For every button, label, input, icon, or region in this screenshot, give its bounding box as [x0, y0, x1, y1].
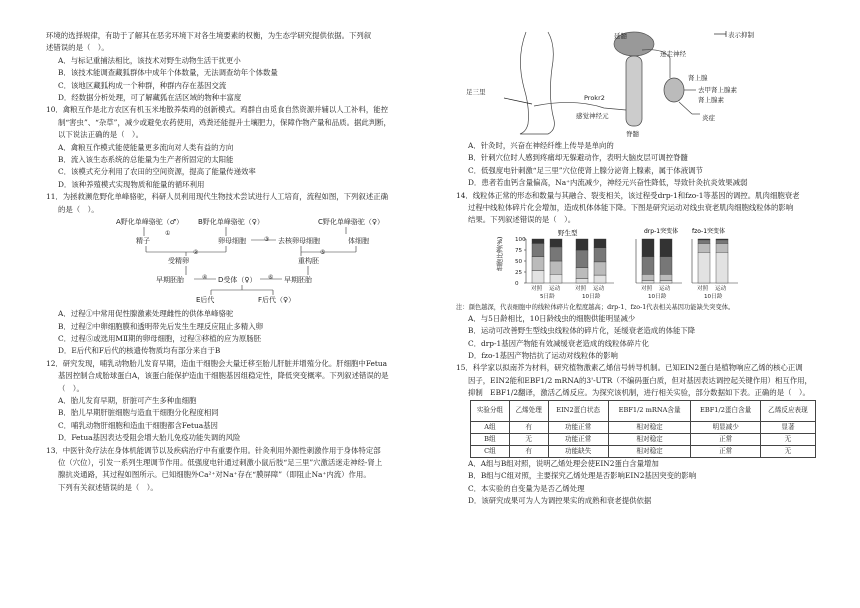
chart-bar-segment	[594, 275, 606, 283]
chart-bar-segment	[532, 256, 544, 270]
chart-bar-segment	[550, 261, 562, 274]
chart-ylabel: 细胞比例(%)	[497, 236, 504, 271]
option: A．A组与B组对照，说明乙烯处理会使EIN2蛋白含量增加	[468, 458, 659, 468]
chart-y-tick-label: 25	[515, 269, 523, 276]
q13-stem: 13．中医针灸疗法在身体机能调节以及疾病治疗中有重要作用。针灸利用外源性刺激作用于身体特定部	[46, 445, 381, 455]
step-4: ④	[202, 274, 208, 282]
chart-bar-segment	[716, 240, 728, 244]
q14-stem: 结果。下列叙述错误的是（ ）。	[468, 215, 576, 225]
option: B．过程②中卵细胞膜和透明带先后发生生理反应阻止多精入卵	[58, 321, 263, 331]
q11-stem: 11．为拯救濒危野化单峰骆驼，科研人员利用现代生物技术尝试进行人工培育，流程如图，下列叙述正确	[46, 192, 388, 202]
chart-age-label: 10日龄	[648, 293, 667, 300]
table-cell: 功能正常	[548, 421, 608, 433]
q13-stem: 腺抗炎通路，其过程如图所示。已知细胞外Ca²⁺对Na⁺存在“膜屏障”（即阻止Na⁺内流）作用。	[58, 470, 371, 480]
spinal-cord-shape	[626, 56, 642, 126]
chart-bar-segment	[698, 243, 710, 252]
adrenal-shape	[664, 78, 684, 102]
node-sperm: 精子	[136, 237, 150, 246]
chart-bar-segment	[660, 239, 672, 257]
acupuncture-pathway-figure	[464, 28, 784, 140]
label-neuron: 感觉神经元	[576, 112, 609, 120]
node-egg: 卵母细胞	[218, 237, 246, 246]
chart-y-tick-label: 100	[515, 236, 526, 243]
chart-bar-segment	[576, 267, 588, 278]
table-cell: 无	[760, 445, 815, 457]
option: B．运动可改善野生型线虫线粒体的碎片化，延缓衰老造成的体能下降	[468, 326, 696, 336]
table-cell: 无	[760, 433, 815, 445]
label-brain: 延髓	[614, 32, 627, 40]
table-header: 乙烯反应表现	[760, 400, 815, 421]
q13-stem: 位（穴位），引发一系列生理调节作用。低强度电针通过刺激小鼠后肢“足三里”穴激活迷走神经-肾上	[58, 457, 383, 467]
chart-age-label: 10日龄	[704, 293, 723, 300]
table-row	[471, 433, 816, 445]
chart-y-tick-label: 50	[515, 258, 523, 265]
chart-bar-segment	[550, 274, 562, 283]
option: D．该种养殖模式实现物质和能量的循环利用	[58, 179, 205, 189]
chart-bar-segment	[594, 248, 606, 262]
option: C．本实验的自变量为是否乙烯处理	[468, 483, 585, 493]
node-c: C野化单峰骆驼（♀）	[318, 218, 385, 227]
table-header: EBF1/2 mRNA含量	[608, 400, 691, 421]
q13-stem: 下列有关叙述错误的是（ ）。	[58, 482, 158, 492]
node-d: D受体（♀）	[218, 276, 257, 285]
table-header: EIN2蛋白状态	[548, 400, 608, 421]
label-spine: 脊髓	[626, 130, 639, 138]
q14-stem: 14．线粒体正常的形态和数量与其融合、裂变相关，该过程受drp-1和fzo-1等基因的调控。肌肉细胞衰老	[456, 190, 800, 200]
table-cell: C组	[471, 445, 510, 457]
option: B．B组与C组对照，主要探究乙烯处理是否影响EIN2基因突变的影响	[468, 471, 697, 481]
q10-stem: 以下说法正确的是（ ）。	[58, 130, 143, 140]
table-header: EBF1/2蛋白含量	[691, 400, 760, 421]
node-a: A野化单峰骆驼（♂）	[116, 218, 184, 227]
label-adrenal: 肾上腺	[688, 74, 708, 82]
table-cell: B组	[471, 433, 510, 445]
table-cell: 功能正常	[548, 433, 608, 445]
option: C．该模式充分利用了农田的空间资源，提高了能量传递效率	[58, 167, 256, 177]
chart-bar-segment	[716, 252, 728, 283]
option: B．针刺穴位时人感到疼痛却无躲避动作，表明大脑皮层可调控脊髓	[468, 153, 688, 163]
chart-x-tick-label: 运动	[715, 285, 727, 292]
chart-x-tick-label: 对照	[641, 285, 653, 292]
chart-x-tick-label: 对照	[575, 285, 587, 292]
chart-x-tick-label: 运动	[549, 285, 561, 292]
chart-age-label: 5日龄	[540, 293, 555, 300]
q15-stem: 因子，EIN2能和EBF1/2 mRNA的3'-UTR（不编码蛋白质，但对基因表达调控起关键作用）相互作用，	[468, 375, 812, 385]
intro-line: 述错误的是（ ）。	[46, 43, 109, 53]
q11-stem: 的是（ ）。	[58, 204, 99, 214]
chart-x-tick-label: 运动	[593, 285, 605, 292]
table-cell: A组	[471, 421, 510, 433]
table-cell: 正常	[691, 445, 760, 457]
camel-breeding-flow-diagram	[46, 216, 418, 308]
chart-bar-segment	[698, 239, 710, 240]
option: A．过程①中常用促性腺激素处理雌性的供体单峰骆驼	[58, 309, 234, 319]
option: A．针灸时，兴奋在神经纤维上传导是单向的	[468, 141, 614, 150]
table-header: 实验分组	[471, 400, 510, 421]
option: D．E后代和F后代的核遗传物质均有部分来自于B	[58, 346, 221, 356]
option: C．哺乳动物肝细胞和造血干细胞都含Fetua基因	[58, 420, 218, 430]
q14-stem: 过程中线粒体碎片化会增加，造成机体体能下降。下图是研究运动对线虫衰老肌肉细胞线粒体的影响	[468, 203, 794, 213]
option: D．经数据分析处理，可了解藏狐在活区域的物种丰富度	[58, 93, 242, 103]
node-fert: 受精卵	[168, 257, 189, 266]
option: C．该地区藏狐构成一个种群，种群内存在基因交流	[58, 80, 227, 90]
chart-bar-segment	[716, 243, 728, 252]
chart-bar-segment	[550, 239, 562, 247]
node-enucleated: 去核卵母细胞	[278, 237, 320, 246]
chart-bar-segment	[642, 239, 654, 257]
table-cell: 相对稳定	[608, 445, 691, 457]
q12-stem: 12．研究发现，哺乳动物胎儿发育早期，造血干细胞会大量迁移至胎儿肝脏并增殖分化。肝细胞中Fetua	[46, 358, 388, 368]
node-e: E后代	[196, 296, 215, 305]
chart-bar-segment	[698, 240, 710, 244]
chart-bar-segment	[576, 250, 588, 268]
chart-bar-segment	[716, 239, 728, 240]
label-ad: 肾上腺素	[698, 96, 724, 104]
option: A．与标记重捕法相比，该技术对野生动物生活干扰更小	[58, 55, 241, 65]
q12-stem: 基因控制合成胎球蛋白A，该蛋白能保护造血干细胞基因组稳定性，降低突变概率。下列叙述错误的是	[58, 371, 389, 381]
table-header: 乙烯处理	[509, 400, 548, 421]
intro-line: 环境的选择规律，有助于了解其在恶劣环境下对各生境要素的权衡，为生态学研究提供依据。下列叙	[46, 31, 372, 40]
step-6: ⑥	[268, 274, 274, 282]
table-cell: 显著	[760, 421, 815, 433]
table-cell: 相对稳定	[608, 433, 691, 445]
label-vagus: 迷走神经	[660, 50, 686, 58]
chart-bar-segment	[576, 239, 588, 250]
chart-bar-segment	[698, 252, 710, 283]
mitochondria-fragmentation-chart	[496, 227, 796, 303]
table-cell: 无	[509, 433, 548, 445]
chart-y-tick-label: 75	[515, 247, 523, 254]
option: B．该技术能调查藏狐群体中成年个体数量，无法调查幼年个体数量	[58, 68, 278, 78]
chart-bar-segment	[660, 274, 672, 281]
label-prokr2: Prokr2	[584, 94, 605, 102]
table-cell: 有	[509, 445, 548, 457]
sensory-neuron-path	[534, 102, 626, 110]
node-f: F后代（♀）	[258, 296, 296, 305]
chart-bar-segment	[532, 243, 544, 256]
table-row	[471, 445, 816, 457]
option: A．胎儿发育早期，肝脏可产生多种血细胞	[58, 395, 197, 405]
chart-bar-segment	[532, 239, 544, 243]
table-row	[471, 421, 816, 433]
chart-bar-segment	[532, 271, 544, 283]
needle-icon	[504, 98, 532, 104]
step-1: ①	[165, 230, 171, 238]
label-legend: 表示抑制	[728, 31, 754, 39]
option: A．与5日龄相比，10日龄线虫的细胞供能明显减少	[468, 313, 636, 323]
group-title-drp: drp-1突变体	[644, 227, 679, 235]
option: D．Fetua基因表达受阻会增大胎儿免疫功能失调的风险	[58, 433, 241, 443]
group-title-wild: 野生型	[558, 228, 578, 237]
table-cell: 有	[509, 421, 548, 433]
chart-bar-segment	[642, 256, 654, 274]
table-cell: 明显减少	[691, 421, 760, 433]
node-b: B野化单峰骆驼（♀）	[198, 218, 264, 227]
chart-bar-segment	[660, 281, 672, 283]
option: D．该研究成果可为人为调控果实的成熟和衰老提供依据	[468, 495, 652, 505]
right-column	[456, 28, 826, 507]
experiment-table	[470, 400, 816, 458]
chart-age-label: 10日龄	[582, 293, 601, 300]
chart-bar-segment	[576, 278, 588, 282]
table-header-row	[471, 400, 816, 421]
table-cell: 正常	[691, 433, 760, 445]
chart-bar-segment	[594, 262, 606, 275]
option: C．过程⑤或选用MⅡ期的卵母细胞，过程③移植的应为原肠胚	[58, 333, 262, 343]
node-somatic: 体细胞	[348, 237, 369, 246]
option: A．禽粮互作模式能使能量更多流向对人类有益的方向	[58, 142, 234, 152]
chart-bar-segment	[594, 239, 606, 248]
option: C．drp-1基因产物能有效减缓衰老造成的线粒体碎片化	[468, 338, 650, 348]
step-5: ⑤	[320, 249, 326, 257]
group-title-fzo: fzo-1突变体	[692, 227, 726, 235]
chart-x-tick-label: 对照	[697, 285, 709, 292]
label-inflam: 炎症	[702, 114, 715, 122]
chart-bar-segment	[642, 281, 654, 283]
table-cell: 相对稳定	[608, 421, 691, 433]
label-na: 去甲肾上腺素	[698, 86, 737, 94]
leg-outline	[520, 32, 554, 134]
q15-stem: 抑制 EBF1/2翻译，激活乙烯反应。为探究该机制，进行相关实验，部分数据如下表。正确的是（ ）。	[468, 388, 810, 398]
table-cell: 功能缺失	[548, 445, 608, 457]
left-column	[46, 30, 418, 494]
node-early1: 早期胚胎	[156, 276, 184, 285]
chart-bar-segment	[550, 247, 562, 261]
node-recon: 重构胚	[298, 257, 319, 266]
chart-y-tick-label: 0	[515, 280, 519, 287]
option: D．患者若血钙含量偏高，Na⁺内流减少，神经元兴奋性降低，导致针灸抗炎效果减弱	[468, 178, 748, 188]
step-2: ②	[193, 249, 199, 257]
option: B．流入该生态系统的总能量为生产者所固定的太阳能	[58, 155, 234, 165]
step-3: ③	[264, 236, 270, 244]
chart-bar-segment	[642, 274, 654, 281]
option: C．低强度电针刺激“足三里”穴位使肾上腺分泌肾上腺素，属于体液调节	[468, 165, 703, 175]
option: D．fzo-1基因产物拮抗了运动对线粒体的影响	[468, 351, 618, 361]
label-zusanli: 足三里	[466, 88, 486, 96]
chart-x-tick-label: 运动	[659, 285, 671, 292]
node-early2: 早期胚胎	[284, 276, 312, 285]
q10-stem: 制“害虫”、“杂草”，减少或避免农药使用，鸡粪还能提升土壤肥力，保障作物产量和品质。据此判断，	[58, 117, 391, 127]
q12-stem: （ ）。	[58, 383, 84, 393]
chart-note: 注：颜色越深，代表细胞中的线粒体碎片化程度越高；drp-1、fzo-1代表相关基因功能缺失突变体。	[456, 303, 735, 311]
q15-stem: 15．科学家以拟南芥为材料，研究植物激素乙烯信号转导机制。已知EIN2蛋白是植物响应乙烯的核心正调	[456, 363, 803, 373]
option: B．胎儿早期肝脏细胞与造血干细胞分化程度相同	[58, 408, 219, 418]
q10-stem: 10．禽粮互作是北方农区有机玉米地散养柴鸡的创新模式。鸡群自由觅食自然资源并辅以人工补料，能控	[46, 105, 388, 115]
chart-x-tick-label: 对照	[531, 285, 543, 292]
chart-bar-segment	[660, 256, 672, 274]
